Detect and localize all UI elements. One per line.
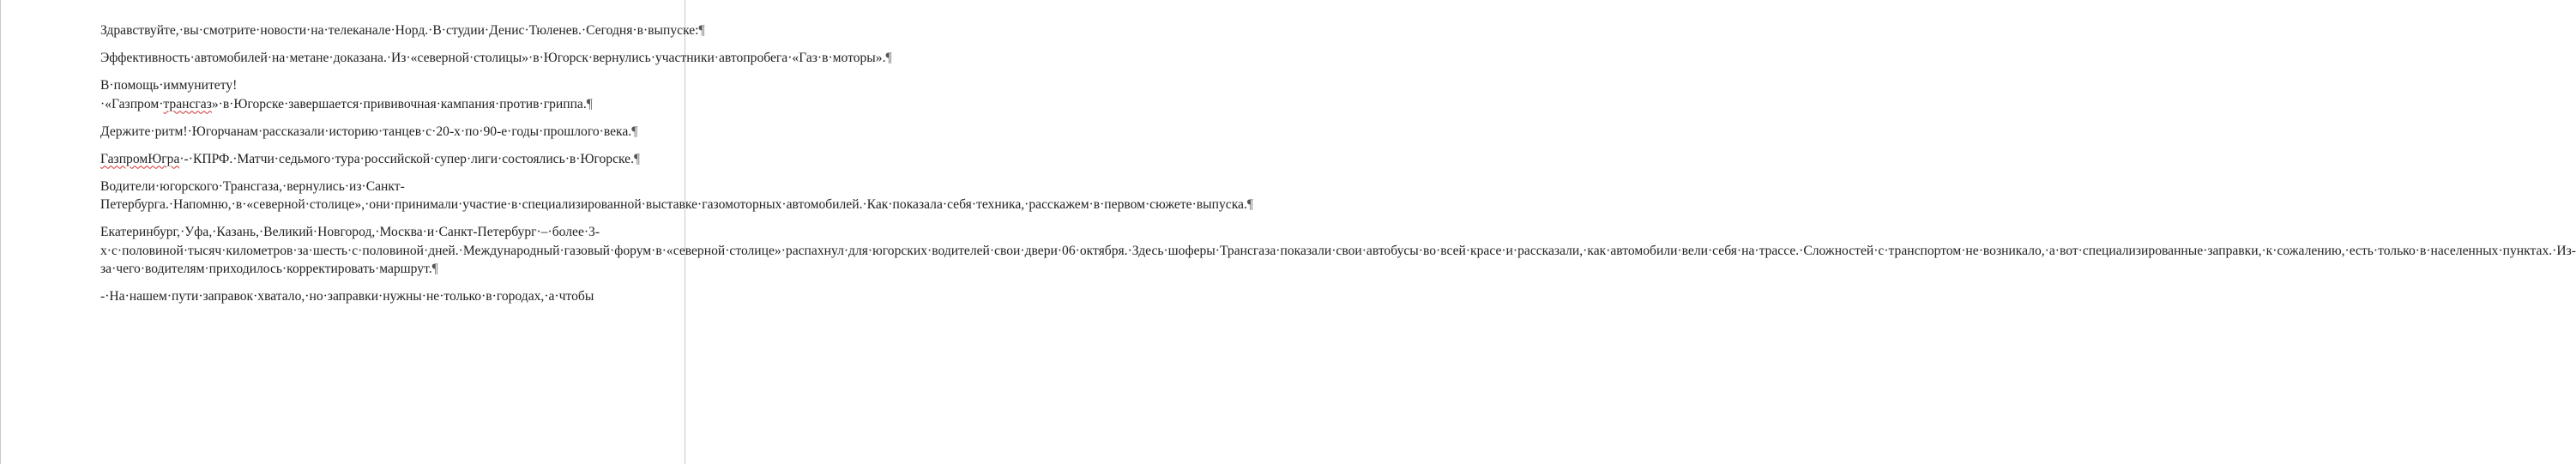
paragraph-mark: ¶ bbox=[885, 51, 892, 65]
paragraph[interactable] bbox=[100, 49, 892, 68]
paragraph-text: Держите·ритм!·Югорчанам·рассказали·историю·танцев·с·20-х·по·90-е·годы·прошлого·века. bbox=[100, 124, 632, 139]
paragraph-mark: ¶ bbox=[698, 23, 705, 38]
paragraph-text: Екатеринбург,·Уфа,·Казань,·Великий·Новгород,·Москва·и·Санкт-Петербург·–·более·3-х·с·половиной·тысяч·километров·за·шесть·с·половиной·дней.·Международный·газовый·форум·в·«северной·столице»·распахнул·для·югорских·водителей·свои·двери·06·октября.·Здесь·шоферы·Трансгаза·показали·свои·автобусы·во·всей·красе·и·рассказали,·как·автомобили·вели·себя·на·трассе.·Сложностей·с·транспортом·не·возникало,·а·вот·специализированные·заправки,·к·сожалению,·есть·только·в·населенных·пунктах.·Из-за·чего·водителям·приходилось·корректировать·маршрут. bbox=[100, 225, 2576, 276]
spellcheck-flagged-word[interactable]: трансгаз bbox=[163, 96, 212, 111]
paragraph-mark: ¶ bbox=[631, 124, 638, 139]
paragraph-mark: ¶ bbox=[431, 262, 438, 276]
paragraph-text: -·На·нашем·пути·заправок·хватало,·но·заправки·нужны·не·только·в·городах,·а·чтобы bbox=[100, 289, 594, 304]
paragraph-text: Водители·югорского·Трансгаза,·вернулись·из·Санкт-Петербурга.·Напомню,·в·«северной·столице»,·они·принимали·участие·в·специализированной·выставке·газомоторных·автомобилей.·Как·показала·себя·техника,·расскажем·в·первом·сюжете·выпуска. bbox=[100, 178, 1247, 212]
paragraph[interactable] bbox=[100, 178, 1253, 214]
paragraph[interactable] bbox=[100, 287, 649, 306]
spellcheck-flagged-word[interactable]: ГазпромЮгра bbox=[100, 151, 180, 166]
paragraph[interactable] bbox=[100, 76, 649, 113]
paragraph-text: »·в·Югорске·завершается·прививочная·кампания·против·гриппа. bbox=[211, 96, 587, 111]
document-body[interactable] bbox=[100, 21, 2576, 315]
paragraph[interactable] bbox=[100, 150, 649, 169]
paragraph[interactable] bbox=[100, 123, 649, 142]
paragraph-mark: ¶ bbox=[586, 96, 593, 111]
paragraph-text: ·-·КПРФ.·Матчи·седьмого·тура·российской·супер·лиги·состоялись·в·Югорске. bbox=[179, 151, 635, 166]
paragraph-mark: ¶ bbox=[1246, 197, 1253, 212]
paragraph-text: Здравствуйте,·вы·смотрите·новости·на·телеканале·Норд.·В·студии·Денис·Тюленев.·Сегодня·в·выпуске: bbox=[100, 23, 699, 38]
paragraph-text: Эффективность·автомобилей·на·метане·доказана.·Из·«северной·столицы»·в·Югорск·вернулись·участники·автопробега·«Газ·в·моторы». bbox=[100, 51, 886, 65]
paragraph[interactable] bbox=[100, 223, 2576, 279]
paragraph[interactable] bbox=[100, 21, 705, 40]
paragraph-mark: ¶ bbox=[634, 151, 641, 166]
paragraph-text: В·помощь·иммунитету!·«Газпром· bbox=[100, 78, 238, 111]
